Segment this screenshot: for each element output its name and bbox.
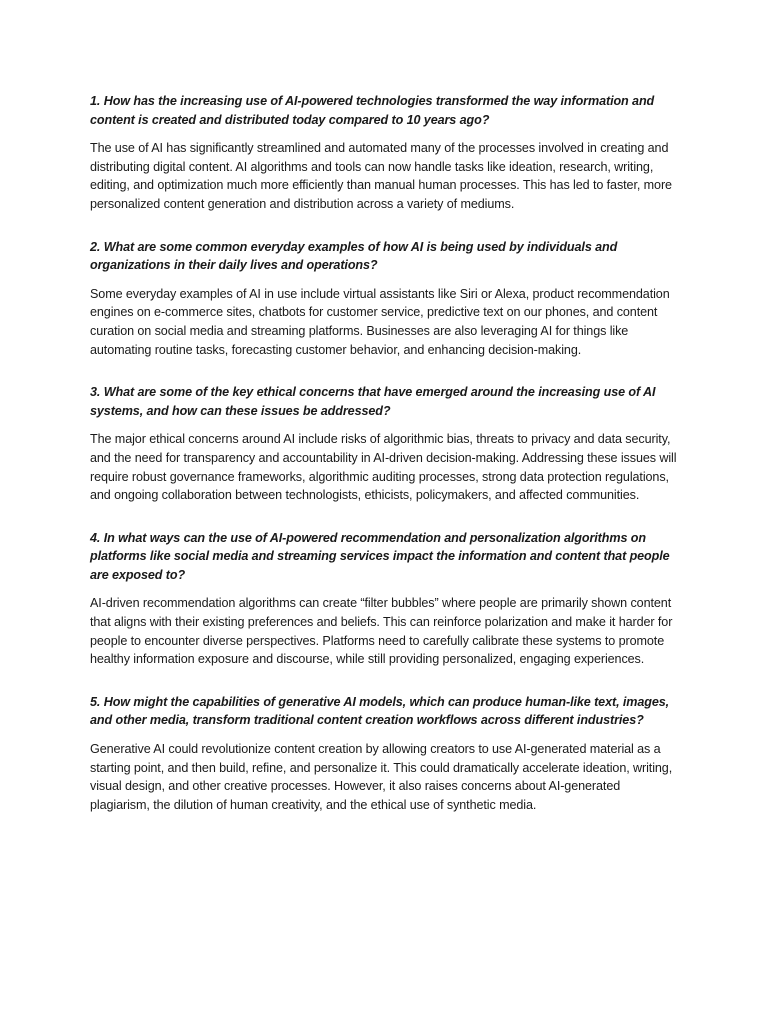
question-1: 1. How has the increasing use of AI-powered technologies transformed the way information and content is created and distributed today compared to 10 years ago? bbox=[90, 94, 655, 127]
qa-item-3 bbox=[90, 383, 682, 505]
qa-item-5 bbox=[90, 693, 682, 815]
answer-2: Some everyday examples of AI in use include virtual assistants like Siri or Alexa, product recommendation engines on e-commerce sites, chatbots for customer service, predictive text on our phones, and content curation on social media and streaming platforms. Businesses are also leveraging AI for things like automating routine tasks, forecasting customer behavior, and enhancing decision-making. bbox=[90, 286, 670, 357]
answer-3: The major ethical concerns around AI include risks of algorithmic bias, threats to privacy and data security, and the need for transparency and accountability in AI-driven decision-making. Addressing these issues will require robust governance frameworks, algorithmic auditing processes, strong data protection regulations, and ongoing collaboration between technologists, ethicists, policymakers, and affected communities. bbox=[90, 432, 677, 503]
question-4: 4. In what ways can the use of AI-powered recommendation and personalization algorithms on platforms like social media and streaming services impact the information and content that people are exposed to? bbox=[90, 530, 670, 582]
question-3: 3. What are some of the key ethical concerns that have emerged around the increasing use of AI systems, and how can these issues be addressed? bbox=[90, 385, 656, 418]
document-page bbox=[90, 92, 682, 838]
qa-item-2 bbox=[90, 238, 682, 360]
answer-4: AI-driven recommendation algorithms can create “filter bubbles” where people are primarily shown content that aligns with their existing preferences and beliefs. This can reinforce polarization and make it harder for people to encounter diverse perspectives. Platforms need to carefully calibrate these systems to promote healthy information exposure and discourse, while still providing personalized, engaging experiences. bbox=[90, 596, 673, 667]
answer-1: The use of AI has significantly streamlined and automated many of the processes involved in creating and distributing digital content. AI algorithms and tools can now handle tasks like ideation, research, writing, editing, and optimization much more efficiently than manual human processes. This has led to faster, more personalized content generation and distribution across a variety of mediums. bbox=[90, 141, 672, 211]
qa-item-1 bbox=[90, 92, 682, 214]
question-5: 5. How might the capabilities of generative AI models, which can produce human-like text, images, and other media, transform traditional content creation workflows across different industries? bbox=[90, 694, 670, 728]
answer-5: Generative AI could revolutionize content creation by allowing creators to use AI-generated material as a starting point, and then build, refine, and personalize it. This could dramatically accelerate ideation, writing, visual design, and other creative processes. However, it also raises concerns about AI-generated plagiarism, the dilution of human creativity, and the ethical use of synthetic media. bbox=[90, 742, 673, 812]
qa-item-4 bbox=[90, 529, 682, 669]
question-2: 2. What are some common everyday examples of how AI is being used by individuals and organizations in their daily lives and operations? bbox=[90, 239, 618, 273]
